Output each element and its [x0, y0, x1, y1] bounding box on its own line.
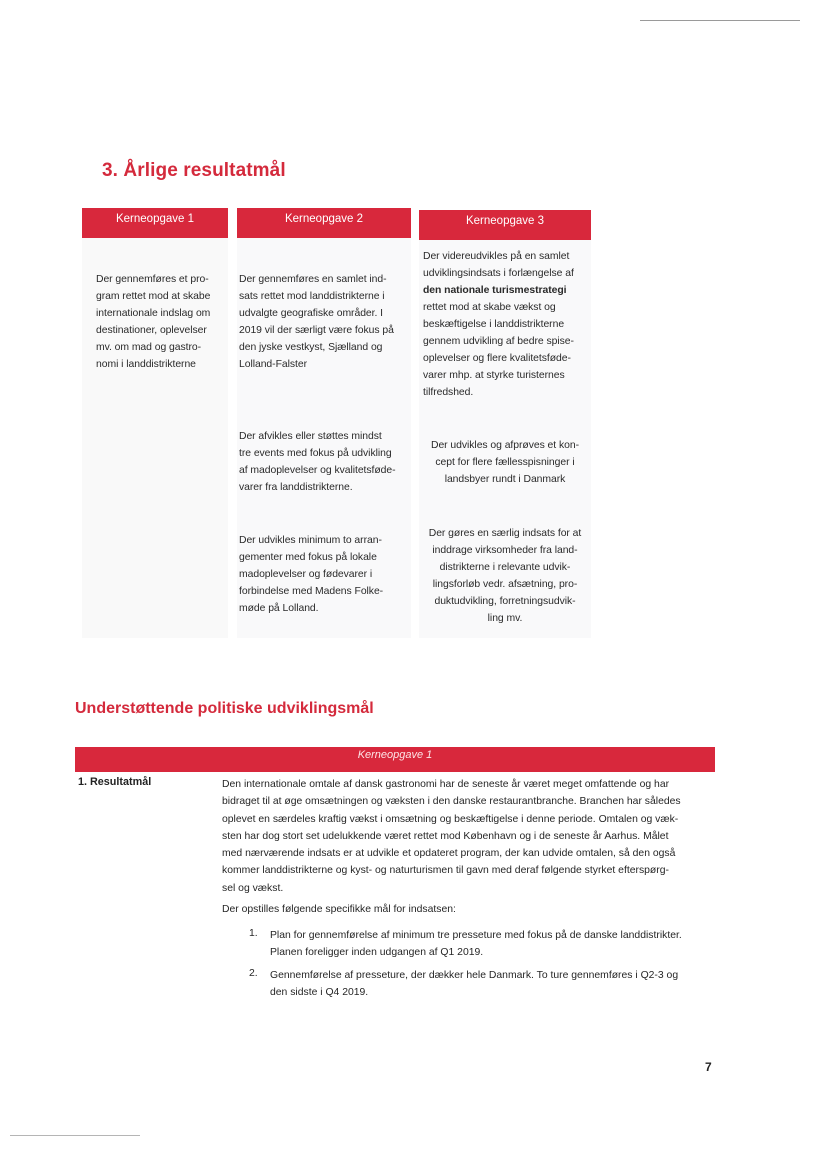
- table-cell-r3-c3: Der gøres en særlig indsats for at inddrage virksomheder fra land- distrikterne i relevante udvik- lingsforløb vedr. afsætning, pro- duktudvikling, forretningsudvik- ling mv.: [428, 528, 582, 624]
- intro-sentence: Der opstilles følgende specifikke mål for indsatsen:: [222, 904, 456, 915]
- table-cell-r1-c3: Der videreudvikles på en samlet udviklingsindsats i forlængelse af den nationale turismestrategi rettet mod at skabe vækst og beskæftigelse i landdistrikterne gennem udvikling af bedre spise- oplevelser og flere kvalitetsføde- varer mhp. at styrke turisternes tilfredshed.: [423, 251, 574, 398]
- subsection-heading: Understøttende politiske udviklingsmål: [75, 700, 374, 717]
- body-paragraph: Den internationale omtale af dansk gastronomi har de seneste år været meget omfattende og har bidraget til at øge omsætningen og væksten i den danske restaurantbranche. Branchen har således oplevet en særdeles kraftig vækst i omsætning og beskæftigelse i denne periode. Omtalen og væk- sten har dog stort set udelukkende været rettet mod København og i de seneste år Aarhus. Målet med nærværende indsats er at udvikle et opdateret program, der kan udvide omtalen, så den også kommer landdistrikterne og kyst- og naturturismen til gavn med deraf følgende styrket efterspørg- sel og vækst.: [222, 779, 681, 894]
- list-item-1: Plan for gennemførelse af minimum tre presseture med fokus på de danske landdistrikter. Planen foreligger inden udgangen af Q1 2019.: [270, 930, 682, 959]
- list-number-2: 2.: [249, 968, 258, 979]
- table-header-kerneopgave-1: Kerneopgave 1: [82, 208, 228, 238]
- list-number-1: 1.: [249, 928, 258, 939]
- list-item-2: Gennemførelse af presseture, der dækker hele Danmark. To ture gennemføres i Q2-3 og den sidste i Q4 2019.: [270, 970, 679, 999]
- strategy-emphasis: den nationale turismestrategi: [423, 285, 567, 296]
- table-cell-r2-c3: Der udvikles og afprøves et kon- cept for flere fællesspisninger i landsbyer rundt i Danmark: [431, 440, 579, 485]
- row-label: 1. Resultatmål: [78, 776, 152, 788]
- table-header-kerneopgave-2: Kerneopgave 2: [237, 208, 411, 238]
- table-cell-r1-c1: Der gennemføres et pro- gram rettet mod at skabe internationale indslag om destinationer, oplevelser mv. om mad og gastro- nomi i landdistrikterne: [96, 274, 211, 370]
- page-number: 7: [705, 1060, 712, 1074]
- bottom-rule: [10, 1135, 140, 1136]
- section-heading: 3. Årlige resultatmål: [102, 160, 286, 181]
- table-cell-r1-c2: Der gennemføres en samlet ind- sats rettet mod landdistrikterne i udvalgte geografiske områder. I 2019 vil der særligt være fokus på den jyske vestkyst, Sjælland og Lolland-Falster: [239, 274, 394, 370]
- table-cell-r2-c2: Der afvikles eller støttes mindst tre events med fokus på udvikling af madoplevelser og kvalitetsføde- varer fra landdistrikterne.: [239, 431, 396, 493]
- top-rule: [640, 20, 800, 21]
- table-cell-r3-c2: Der udvikles minimum to arran- gementer med fokus på lokale madoplevelser og fødevarer i forbindelse med Madens Folke- møde på Lolland.: [239, 535, 384, 614]
- table-header-kerneopgave-3: Kerneopgave 3: [419, 210, 591, 240]
- kerneopgave-1-bar: Kerneopgave 1: [75, 747, 715, 772]
